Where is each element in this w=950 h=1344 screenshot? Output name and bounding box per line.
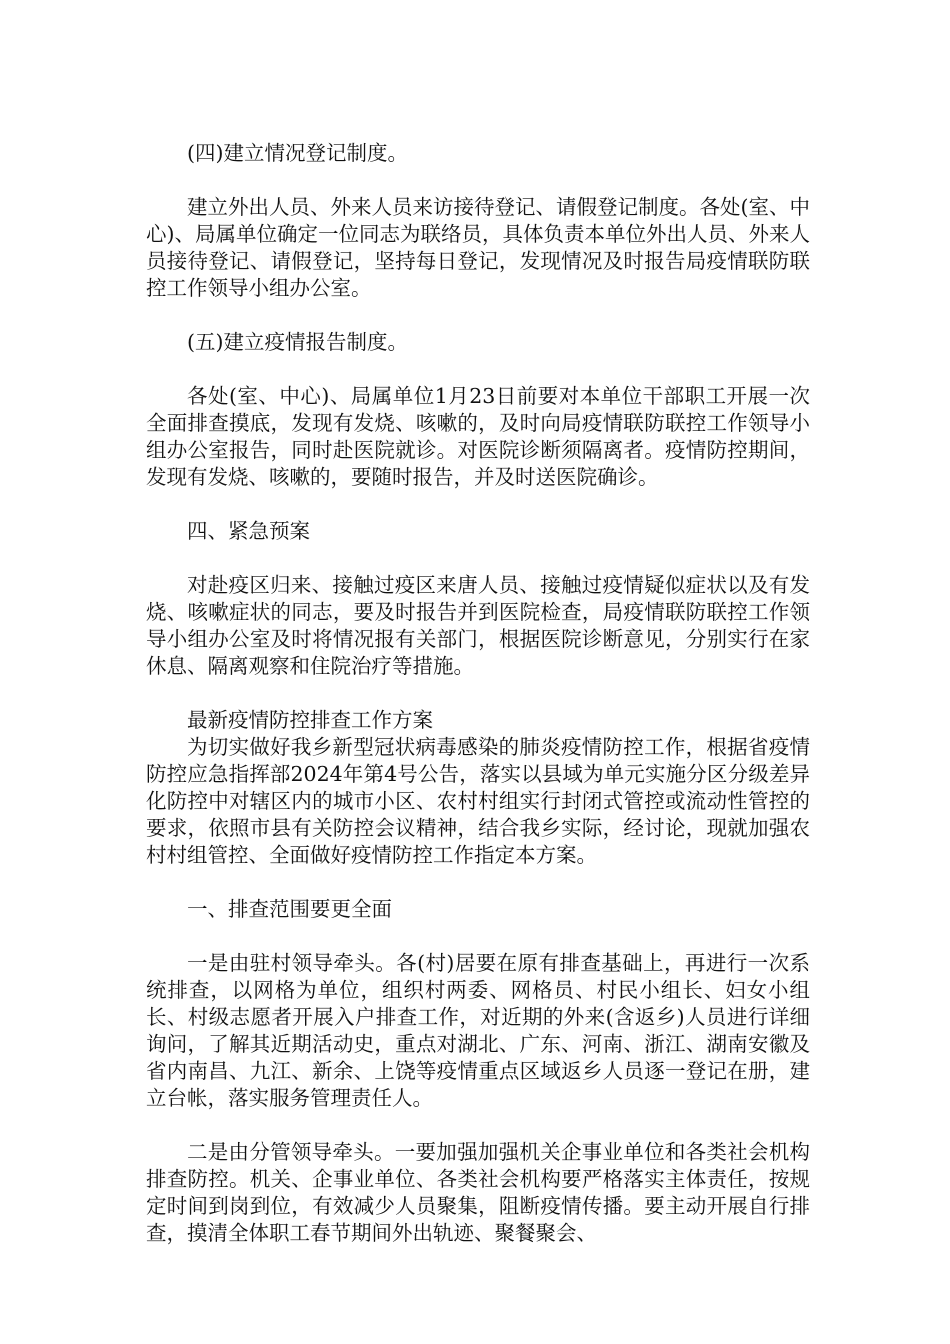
paragraph-village-leaders: 一是由驻村领导牵头。各(村)居要在原有排查基础上，再进行一次系统排查，以网格为单位，组织村两委、网格员、村民小组长、妇女小组长、村级志愿者开展入户排查工作，对近期的外来(含返乡)人员进行详细询问，了解其近期活动史，重点对湖北、广东、河南、浙江、湖南安徽及省内南昌、九江、新余、上饶等疫情重点区域返乡人员逐一登记在册，建立台帐，落实服务管理责任人。 [146,951,810,1110]
paragraph-gap [146,1112,810,1139]
paragraph-gap [146,869,810,896]
paragraph-gap [146,302,810,329]
paragraph-gap [146,923,810,950]
document-title: 最新疫情防控排查工作方案 [187,708,433,732]
subsection-heading-4: (四)建立情况登记制度。 [187,141,408,165]
paragraph-registration: 建立外出人员、外来人员来访接待登记、请假登记制度。各处(室、中心)、局属单位确定一位同志为联络员，具体负责本单位外出人员、外来人员接待登记、请假登记，坚持每日登记，发现情况及时报告局疫情联防联控工作领导小组办公室。 [146,195,810,300]
paragraph-emergency: 对赴疫区归来、接触过疫区来唐人员、接触过疫情疑似症状以及有发烧、咳嗽症状的同志，要及时报告并到医院检查，局疫情联防联控工作领导小组办公室及时将情况报有关部门，根据医院诊断意见，分别实行在家休息、隔离观察和住院治疗等措施。 [146,573,810,678]
document-body [146,140,810,1247]
paragraph-intro: 为切实做好我乡新型冠状病毒感染的肺炎疫情防控工作，根据省疫情防控应急指挥部2024年第4号公告，落实以县域为单元实施分区分级差异化防控中对辖区内的城市小区、农村村组实行封闭式管控或流动性管控的要求，依照市县有关防控会议精神，结合我乡实际，经讨论，现就加强农村村组管控、全面做好疫情防控工作指定本方案。 [146,735,810,867]
subsection-heading-5: (五)建立疫情报告制度。 [187,330,408,354]
paragraph-gap [146,491,810,518]
section-heading-scope: 一、排查范围要更全面 [187,897,392,921]
paragraph-gap [146,545,810,572]
section-heading-emergency: 四、紧急预案 [187,519,310,543]
paragraph-gap [146,356,810,383]
paragraph-gap [146,167,810,194]
paragraph-reporting: 各处(室、中心)、局属单位1月23日前要对本单位干部职工开展一次全面排查摸底，发现有发烧、咳嗽的，及时向局疫情联防联控工作领导小组办公室报告，同时赴医院就诊。对医院诊断须隔离者。疫情防控期间，发现有发烧、咳嗽的，要随时报告，并及时送医院确诊。 [146,384,810,489]
paragraph-division-leaders: 二是由分管领导牵头。一要加强加强机关企事业单位和各类社会机构排查防控。机关、企事业单位、各类社会机构要严格落实主体责任，按规定时间到岗到位，有效减少人员聚集，阻断疫情传播。要主动开展自行排查，摸清全体职工春节期间外出轨迹、聚餐聚会、 [146,1140,810,1245]
paragraph-gap [146,680,810,707]
